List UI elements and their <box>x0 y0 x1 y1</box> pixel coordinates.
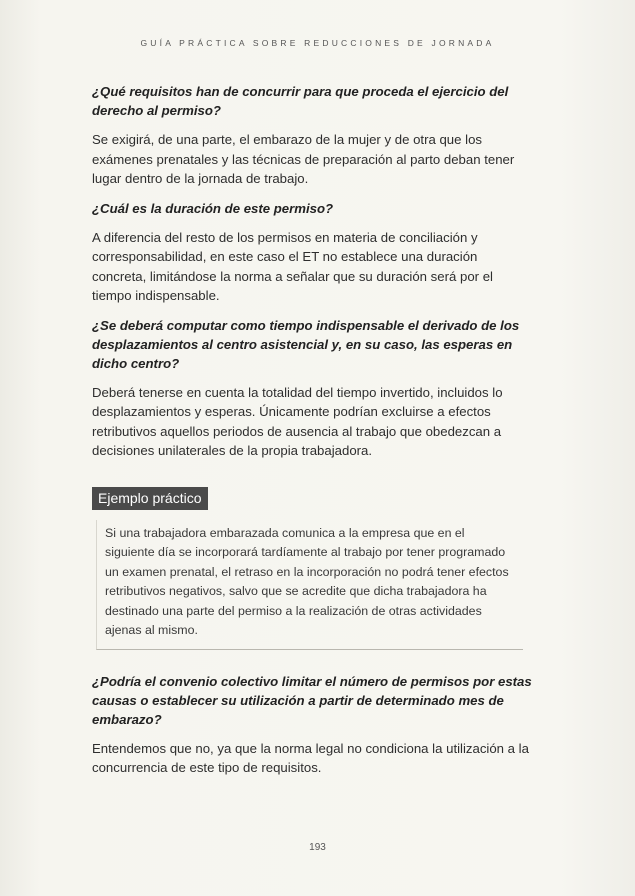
example-label-badge: Ejemplo práctico <box>92 487 208 510</box>
answer-convenio: Entendemos que no, ya que la norma legal no condiciona la utilización a la concurrencia de este tipo de requisitos. <box>92 740 529 775</box>
example-box: Si una trabajadora embarazada comunica a la empresa que en el siguiente día se incorporará tardíamente al trabajo por tener programado un examen prenatal, el retraso en la incorporación no podrá tener efectos retributivos negativos, salvo que se acredite que dicha trabajadora ha destinado una parte del permiso a la realización de otras actividades ajenas al mismo. <box>96 520 523 650</box>
answer-requisitos: Se exigirá, de una parte, el embarazo de la mujer y de otra que los exámenes prenatales y las técnicas de preparación al parto deban tener lugar dentro de la jornada de trabajo. <box>92 132 515 186</box>
question-duracion: ¿Cuál es la duración de este permiso? <box>92 200 334 216</box>
answer-desplazamientos: Deberá tenerse en cuenta la totalidad del tiempo invertido, incluidos lo desplazamientos y esperas. Únicamente podrían excluirse a efectos retributivos aquellos periodos de ausencia al trabajo que obedezcan a decisiones unilaterales de la propia trabajadora. <box>92 384 503 458</box>
running-header: GUÍA PRÁCTICA SOBRE REDUCCIONES DE JORNADA <box>140 38 495 48</box>
question-convenio: ¿Podría el convenio colectivo limitar el número de permisos por estas causas o establecer su utilización a partir de determinado mes de embarazo? <box>92 673 532 727</box>
page-content <box>92 82 534 788</box>
spacer <box>92 650 534 672</box>
question-requisitos: ¿Qué requisitos han de concurrir para que proceda el ejercicio del derecho al permiso? <box>92 84 509 118</box>
page-number: 193 <box>309 842 326 853</box>
answer-duracion: A diferencia del resto de los permisos en materia de conciliación y corresponsabilidad, en este caso el ET no establece una duración concreta, limitándose la norma a señalar que su duración será por el tiempo indispensable. <box>92 229 493 303</box>
question-desplazamientos: ¿Se deberá computar como tiempo indispensable el derivado de los desplazamientos al centro asistencial y, en su caso, las esperas en dicho centro? <box>92 317 520 371</box>
